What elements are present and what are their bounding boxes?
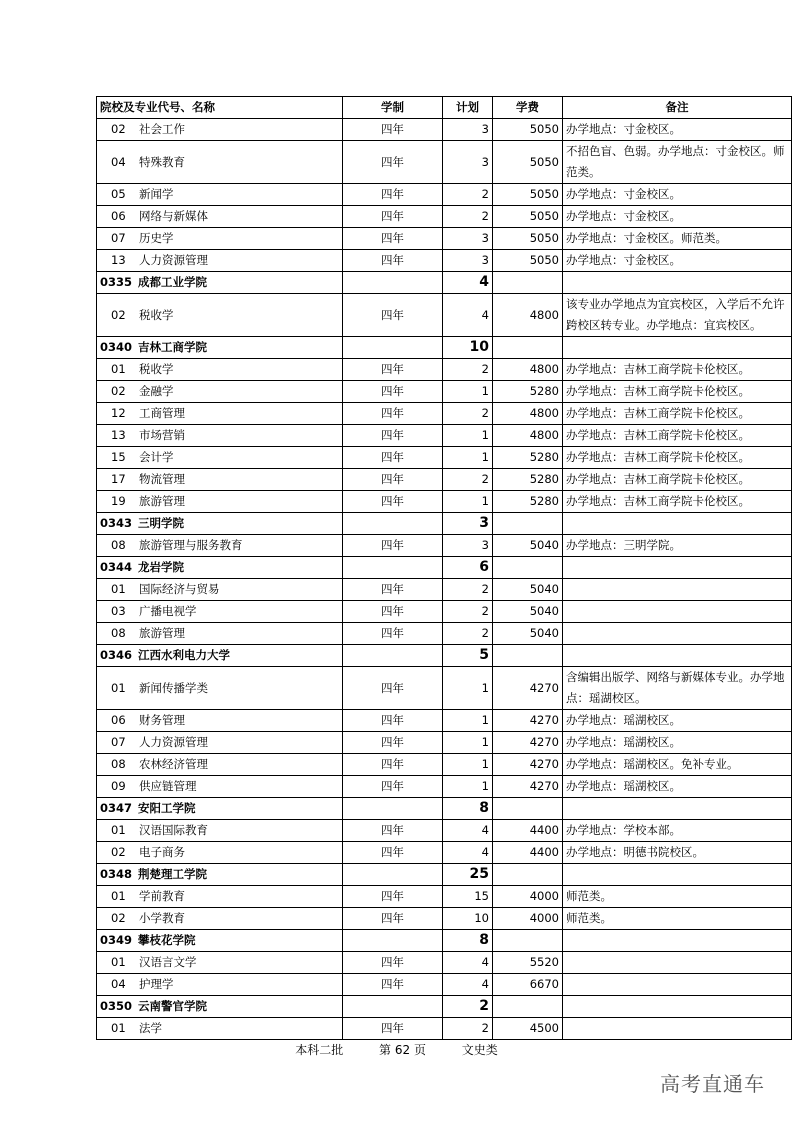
duration-cell	[343, 996, 443, 1018]
plan-cell: 4	[443, 820, 493, 842]
major-cell: 01 学前教育	[97, 886, 343, 908]
note-cell	[563, 1018, 792, 1040]
fee-cell: 5050	[493, 206, 563, 228]
fee-cell: 4800	[493, 294, 563, 337]
fee-cell: 4400	[493, 820, 563, 842]
plan-cell: 2	[443, 623, 493, 645]
plan-cell: 2	[443, 359, 493, 381]
major-row	[97, 359, 792, 381]
institution-plan-cell: 2	[443, 996, 493, 1018]
fee-cell: 4800	[493, 425, 563, 447]
fee-cell: 5050	[493, 184, 563, 206]
major-cell: 01 税收学	[97, 359, 343, 381]
plan-cell: 15	[443, 886, 493, 908]
note-cell: 含编辑出版学、网络与新媒体专业。办学地点：瑶湖校区。	[563, 667, 792, 710]
plan-cell: 4	[443, 952, 493, 974]
plan-cell: 1	[443, 667, 493, 710]
major-cell: 02 税收学	[97, 294, 343, 337]
major-row	[97, 732, 792, 754]
fee-cell	[493, 272, 563, 294]
plan-cell: 1	[443, 754, 493, 776]
note-cell: 办学地点：吉林工商学院卡伦校区。	[563, 381, 792, 403]
major-cell: 15 会计学	[97, 447, 343, 469]
duration-cell: 四年	[343, 535, 443, 557]
note-cell: 办学地点：吉林工商学院卡伦校区。	[563, 447, 792, 469]
note-cell	[563, 864, 792, 886]
major-cell: 12 工商管理	[97, 403, 343, 425]
duration-cell	[343, 513, 443, 535]
institution-cell: 0350 云南警官学院	[97, 996, 343, 1018]
major-row	[97, 754, 792, 776]
header-fee: 学费	[493, 97, 563, 119]
duration-cell: 四年	[343, 601, 443, 623]
plan-cell: 3	[443, 141, 493, 184]
footer-category: 文史类	[461, 1043, 498, 1057]
footer-page: 第 62 页	[379, 1043, 426, 1057]
fee-cell	[493, 798, 563, 820]
major-cell: 04 特殊教育	[97, 141, 343, 184]
note-cell: 办学地点：吉林工商学院卡伦校区。	[563, 403, 792, 425]
plan-cell: 1	[443, 710, 493, 732]
duration-cell: 四年	[343, 425, 443, 447]
major-row	[97, 667, 792, 710]
major-cell: 01 汉语言文学	[97, 952, 343, 974]
major-row	[97, 842, 792, 864]
major-cell: 09 供应链管理	[97, 776, 343, 798]
major-cell: 06 网络与新媒体	[97, 206, 343, 228]
note-cell: 办学地点：吉林工商学院卡伦校区。	[563, 359, 792, 381]
major-row	[97, 228, 792, 250]
plan-cell: 1	[443, 732, 493, 754]
major-cell: 02 电子商务	[97, 842, 343, 864]
note-cell: 不招色盲、色弱。办学地点：寸金校区。师范类。	[563, 141, 792, 184]
fee-cell: 4800	[493, 403, 563, 425]
footer-batch: 本科二批	[295, 1043, 344, 1057]
duration-cell: 四年	[343, 842, 443, 864]
major-row	[97, 425, 792, 447]
institution-row	[97, 337, 792, 359]
major-cell: 13 人力资源管理	[97, 250, 343, 272]
header-note: 备注	[563, 97, 792, 119]
watermark-text: 高考直通车	[660, 1072, 765, 1096]
duration-cell: 四年	[343, 381, 443, 403]
major-cell: 08 旅游管理与服务教育	[97, 535, 343, 557]
major-row	[97, 601, 792, 623]
major-row	[97, 974, 792, 996]
major-cell: 08 旅游管理	[97, 623, 343, 645]
plan-cell: 2	[443, 579, 493, 601]
institution-plan-cell: 8	[443, 930, 493, 952]
duration-cell	[343, 557, 443, 579]
institution-plan-cell: 6	[443, 557, 493, 579]
fee-cell: 5050	[493, 119, 563, 141]
fee-cell: 4800	[493, 359, 563, 381]
note-cell	[563, 798, 792, 820]
header-name: 院校及专业代号、名称	[97, 97, 343, 119]
duration-cell: 四年	[343, 974, 443, 996]
major-row	[97, 776, 792, 798]
fee-cell: 5050	[493, 228, 563, 250]
fee-cell: 4000	[493, 908, 563, 930]
duration-cell: 四年	[343, 820, 443, 842]
duration-cell: 四年	[343, 447, 443, 469]
institution-cell: 0343 三明学院	[97, 513, 343, 535]
institution-row	[97, 557, 792, 579]
fee-cell	[493, 996, 563, 1018]
major-row	[97, 184, 792, 206]
major-cell: 19 旅游管理	[97, 491, 343, 513]
fee-cell: 4400	[493, 842, 563, 864]
duration-cell: 四年	[343, 754, 443, 776]
major-cell: 01 法学	[97, 1018, 343, 1040]
note-cell	[563, 513, 792, 535]
plan-cell: 2	[443, 601, 493, 623]
major-row	[97, 294, 792, 337]
note-cell	[563, 952, 792, 974]
fee-cell	[493, 645, 563, 667]
institution-cell: 0335 成都工业学院	[97, 272, 343, 294]
plan-cell: 1	[443, 381, 493, 403]
institution-row	[97, 798, 792, 820]
duration-cell: 四年	[343, 491, 443, 513]
note-cell: 办学地点：寸金校区。	[563, 184, 792, 206]
major-row	[97, 623, 792, 645]
duration-cell: 四年	[343, 119, 443, 141]
fee-cell: 4270	[493, 667, 563, 710]
fee-cell: 4500	[493, 1018, 563, 1040]
fee-cell: 5040	[493, 535, 563, 557]
duration-cell: 四年	[343, 667, 443, 710]
major-cell: 02 社会工作	[97, 119, 343, 141]
fee-cell	[493, 513, 563, 535]
major-row	[97, 250, 792, 272]
note-cell: 办学地点：寸金校区。师范类。	[563, 228, 792, 250]
note-cell: 师范类。	[563, 908, 792, 930]
duration-cell	[343, 337, 443, 359]
table-body	[97, 119, 792, 1040]
duration-cell	[343, 272, 443, 294]
note-cell: 办学地点：瑶湖校区。免补专业。	[563, 754, 792, 776]
fee-cell: 6670	[493, 974, 563, 996]
fee-cell	[493, 337, 563, 359]
major-row	[97, 141, 792, 184]
institution-plan-cell: 5	[443, 645, 493, 667]
fee-cell: 5040	[493, 623, 563, 645]
note-cell: 办学地点：吉林工商学院卡伦校区。	[563, 425, 792, 447]
duration-cell: 四年	[343, 710, 443, 732]
major-row	[97, 381, 792, 403]
note-cell: 办学地点：寸金校区。	[563, 250, 792, 272]
note-cell	[563, 557, 792, 579]
major-row	[97, 403, 792, 425]
note-cell: 师范类。	[563, 886, 792, 908]
plan-cell: 4	[443, 842, 493, 864]
fee-cell: 5520	[493, 952, 563, 974]
major-row	[97, 952, 792, 974]
institution-row	[97, 864, 792, 886]
institution-plan-cell: 25	[443, 864, 493, 886]
fee-cell: 5280	[493, 469, 563, 491]
fee-cell	[493, 930, 563, 952]
duration-cell: 四年	[343, 579, 443, 601]
plan-cell: 1	[443, 491, 493, 513]
note-cell: 办学地点：寸金校区。	[563, 206, 792, 228]
major-cell: 07 人力资源管理	[97, 732, 343, 754]
duration-cell: 四年	[343, 908, 443, 930]
major-cell: 05 新闻学	[97, 184, 343, 206]
note-cell	[563, 579, 792, 601]
institution-row	[97, 930, 792, 952]
major-row	[97, 886, 792, 908]
institution-row	[97, 272, 792, 294]
duration-cell: 四年	[343, 141, 443, 184]
plan-cell: 10	[443, 908, 493, 930]
major-row	[97, 206, 792, 228]
major-row	[97, 491, 792, 513]
major-row	[97, 535, 792, 557]
note-cell	[563, 996, 792, 1018]
table-header-row	[97, 97, 792, 119]
institution-row	[97, 996, 792, 1018]
duration-cell: 四年	[343, 228, 443, 250]
duration-cell: 四年	[343, 776, 443, 798]
institution-cell: 0349 攀枝花学院	[97, 930, 343, 952]
duration-cell: 四年	[343, 294, 443, 337]
note-cell	[563, 974, 792, 996]
major-cell: 07 历史学	[97, 228, 343, 250]
fee-cell: 5280	[493, 381, 563, 403]
plan-cell: 2	[443, 1018, 493, 1040]
duration-cell	[343, 645, 443, 667]
fee-cell	[493, 864, 563, 886]
major-cell: 03 广播电视学	[97, 601, 343, 623]
note-cell: 办学地点：瑶湖校区。	[563, 732, 792, 754]
institution-cell: 0344 龙岩学院	[97, 557, 343, 579]
fee-cell: 5040	[493, 601, 563, 623]
fee-cell: 5050	[493, 141, 563, 184]
duration-cell	[343, 930, 443, 952]
note-cell: 办学地点：学校本部。	[563, 820, 792, 842]
institution-cell: 0346 江西水利电力大学	[97, 645, 343, 667]
major-cell: 02 小学教育	[97, 908, 343, 930]
institution-plan-cell: 8	[443, 798, 493, 820]
major-row	[97, 820, 792, 842]
major-row	[97, 710, 792, 732]
major-cell: 02 金融学	[97, 381, 343, 403]
duration-cell: 四年	[343, 1018, 443, 1040]
major-row	[97, 1018, 792, 1040]
institution-cell: 0348 荆楚理工学院	[97, 864, 343, 886]
plan-cell: 3	[443, 250, 493, 272]
major-row	[97, 119, 792, 141]
note-cell: 办学地点：明德书院校区。	[563, 842, 792, 864]
institution-row	[97, 645, 792, 667]
major-cell: 13 市场营销	[97, 425, 343, 447]
note-cell: 办学地点：瑶湖校区。	[563, 710, 792, 732]
duration-cell: 四年	[343, 184, 443, 206]
major-cell: 06 财务管理	[97, 710, 343, 732]
duration-cell: 四年	[343, 206, 443, 228]
institution-cell: 0340 吉林工商学院	[97, 337, 343, 359]
duration-cell: 四年	[343, 732, 443, 754]
note-cell: 办学地点：瑶湖校区。	[563, 776, 792, 798]
institution-plan-cell: 4	[443, 272, 493, 294]
note-cell: 办学地点：吉林工商学院卡伦校区。	[563, 491, 792, 513]
note-cell: 办学地点：吉林工商学院卡伦校区。	[563, 469, 792, 491]
major-row	[97, 469, 792, 491]
major-cell: 01 国际经济与贸易	[97, 579, 343, 601]
fee-cell: 4270	[493, 754, 563, 776]
page-footer	[0, 1041, 793, 1058]
plan-cell: 3	[443, 535, 493, 557]
plan-cell: 3	[443, 228, 493, 250]
institution-plan-cell: 3	[443, 513, 493, 535]
duration-cell: 四年	[343, 623, 443, 645]
duration-cell: 四年	[343, 952, 443, 974]
duration-cell: 四年	[343, 403, 443, 425]
major-cell: 01 汉语国际教育	[97, 820, 343, 842]
duration-cell: 四年	[343, 250, 443, 272]
plan-cell: 4	[443, 974, 493, 996]
major-cell: 08 农林经济管理	[97, 754, 343, 776]
fee-cell: 5280	[493, 447, 563, 469]
duration-cell: 四年	[343, 359, 443, 381]
note-cell	[563, 272, 792, 294]
duration-cell: 四年	[343, 886, 443, 908]
major-cell: 04 护理学	[97, 974, 343, 996]
fee-cell: 4270	[493, 732, 563, 754]
fee-cell: 5280	[493, 491, 563, 513]
major-row	[97, 447, 792, 469]
institution-row	[97, 513, 792, 535]
plan-cell: 1	[443, 447, 493, 469]
duration-cell: 四年	[343, 469, 443, 491]
fee-cell: 5040	[493, 579, 563, 601]
duration-cell	[343, 798, 443, 820]
fee-cell: 5050	[493, 250, 563, 272]
plan-cell: 2	[443, 403, 493, 425]
duration-cell	[343, 864, 443, 886]
plan-cell: 4	[443, 294, 493, 337]
fee-cell: 4270	[493, 776, 563, 798]
plan-cell: 2	[443, 184, 493, 206]
note-cell	[563, 601, 792, 623]
header-plan: 计划	[443, 97, 493, 119]
major-row	[97, 579, 792, 601]
plan-cell: 2	[443, 469, 493, 491]
note-cell: 该专业办学地点为宜宾校区，入学后不允许跨校区转专业。办学地点：宜宾校区。	[563, 294, 792, 337]
note-cell	[563, 930, 792, 952]
note-cell: 办学地点：寸金校区。	[563, 119, 792, 141]
note-cell	[563, 645, 792, 667]
plan-cell: 1	[443, 776, 493, 798]
institution-cell: 0347 安阳工学院	[97, 798, 343, 820]
note-cell	[563, 623, 792, 645]
header-duration: 学制	[343, 97, 443, 119]
admission-plan-table	[96, 96, 792, 1040]
institution-plan-cell: 10	[443, 337, 493, 359]
note-cell	[563, 337, 792, 359]
plan-cell: 3	[443, 119, 493, 141]
plan-cell: 1	[443, 425, 493, 447]
note-cell: 办学地点：三明学院。	[563, 535, 792, 557]
fee-cell: 4270	[493, 710, 563, 732]
plan-cell: 2	[443, 206, 493, 228]
fee-cell: 4000	[493, 886, 563, 908]
major-row	[97, 908, 792, 930]
major-cell: 17 物流管理	[97, 469, 343, 491]
fee-cell	[493, 557, 563, 579]
major-cell: 01 新闻传播学类	[97, 667, 343, 710]
